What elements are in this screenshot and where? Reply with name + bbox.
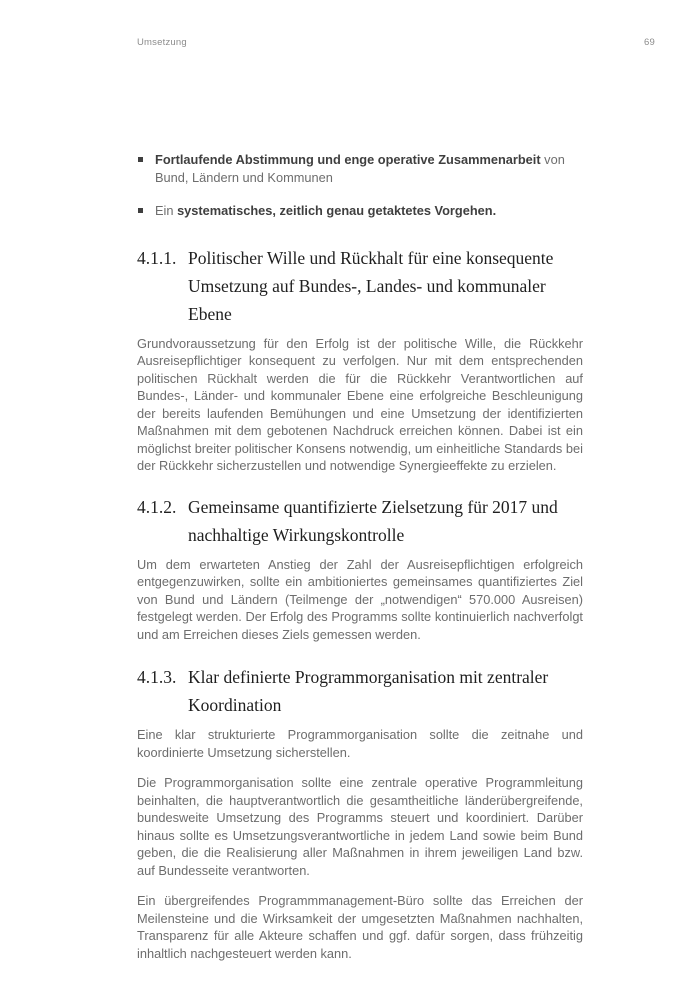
body-paragraph: Eine klar strukturierte Programmorganisation sollte die zeitnahe und koordinierte Umsetzung sicherstellen. — [137, 727, 583, 760]
body-paragraph: Die Programmorganisation sollte eine zentrale operative Programmleitung beinhalten, die hauptverantwortlich die gesamtheitliche länderübergreifende, bundesweite Umsetzung des Programms steuert und koordiniert. Darüber hinaus sollte es Umsetzungsverantwortliche in jedem Land sowie beim Bund geben, die die Realisierung aller Maßnahmen in ihrem jeweiligen Land bzw. auf Bundesseite verantworten. — [137, 775, 583, 878]
page-number: 69 — [644, 37, 655, 48]
running-header — [137, 37, 655, 48]
bullet-rest: von Bund, Ländern und Kommunen — [155, 152, 565, 185]
section-title: Politischer Wille und Rückhalt für eine konsequente Umsetzung auf Bundes-, Landes- und kommunaler Ebene — [188, 247, 554, 324]
bullet-lead: Ein — [155, 203, 178, 218]
section-heading — [137, 244, 583, 328]
section-number: 4.1.1. — [137, 247, 177, 268]
section-heading — [137, 663, 583, 719]
bullet-item — [137, 202, 583, 220]
section-number: 4.1.2. — [137, 496, 177, 517]
section-body — [137, 335, 583, 475]
body-paragraph: Ein übergreifendes Programmmanagement-Büro sollte das Erreichen der Meilensteine und die Wirksamkeit der umgesetzten Maßnahmen nachhalten, Transparenz für alle Akteure schaffen und ggf. dafür sorgen, dass frühzeitig inhaltlich nachgesteuert werden kann. — [137, 893, 583, 961]
section-4-1-3 — [137, 663, 583, 962]
section-heading — [137, 493, 583, 549]
header-section-label: Umsetzung — [137, 37, 187, 48]
section-4-1-2 — [137, 493, 583, 644]
bullet-text — [155, 203, 496, 218]
section-title: Gemeinsame quantifizierte Zielsetzung für 2017 und nachhaltige Wirkungskontrolle — [188, 496, 558, 545]
section-number: 4.1.3. — [137, 667, 177, 687]
section-body — [137, 726, 583, 962]
bullet-text — [155, 152, 565, 185]
body-paragraph: Um dem erwarteten Anstieg der Zahl der Ausreisepflichtigen erfolgreich entgegenzuwirken, sollte ein ambitioniertes gemeinsames quantifiziertes Ziel von Bund und Ländern (Teilmenge der „notwendigen“ 570.000 Ausreisen) festgelegt werden. Der Erfolg des Programms sollte kontinuierlich nachverfolgt und am Erreichen dieses Ziels gemessen werden. — [137, 556, 583, 642]
page-content — [137, 151, 583, 962]
section-title: Klar definierte Programmorganisation mit zentraler Koordination — [188, 667, 549, 715]
square-bullet-icon — [138, 157, 143, 162]
square-bullet-icon — [138, 208, 143, 213]
body-paragraph: Grundvoraussetzung für den Erfolg ist der politische Wille, die Rückkehr Ausreisepflichtiger konsequent zu verfolgen. Nur mit dem entsprechenden politischen Rückhalt werden die für die Rückkehr Verantwortlichen auf Bundes-, Länder- und kommunaler Ebene eine erfolgreiche Beschleunigung der bereits laufenden Bemühungen und eine Umsetzung der identifizierten Maßnahmen mit dem gebotenen Nachdruck erreichen können. Dabei ist ein möglichst breiter politischer Konsens notwendig, um einheitliche Standards bei der Rückkehr sicherzustellen und notwendige Synergieeffekte zu erzielen. — [137, 335, 583, 473]
bullet-list — [137, 151, 583, 220]
bullet-bold-text: systematisches, zeitlich genau getaktetes Vorgehen. — [177, 203, 497, 218]
section-body — [137, 556, 583, 644]
section-4-1-1 — [137, 244, 583, 475]
bullet-item — [137, 151, 583, 186]
bullet-bold-text: Fortlaufende Abstimmung und enge operative Zusammenarbeit — [155, 152, 541, 167]
